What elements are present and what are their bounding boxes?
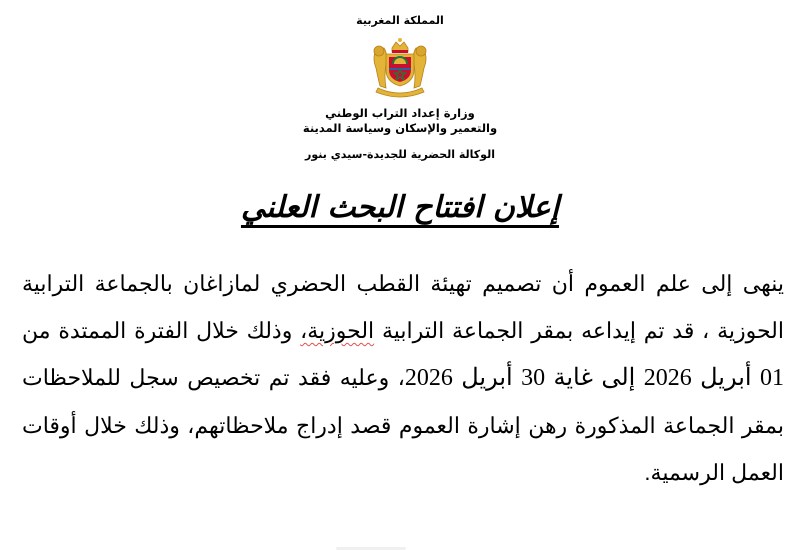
date-range: 01 أبريل 2026 إلى غاية 30 أبريل 2026	[404, 365, 784, 391]
body-line-5: العمل الرسمية.	[644, 460, 784, 485]
ministry-name-line2: والتعمير والإسكان وسياسة المدينة	[302, 121, 498, 135]
body-line-2-part-a: الحوزية ، قد تم إيداعه بمقر الجماعة الترابية	[374, 318, 784, 343]
ministry-name-line1: وزارة إعداد التراب الوطني	[325, 106, 475, 120]
body-line-2-part-c: وذلك خلال الفترة الممتدة من	[22, 318, 301, 343]
announcement-body	[22, 260, 784, 496]
spellcheck-marked-word: الحوزية،	[300, 318, 375, 343]
agency-name: الوكالة الحضرية للجديدة-سيدي بنور	[305, 148, 495, 161]
body-line-3	[22, 354, 784, 402]
announcement-title	[0, 190, 800, 225]
body-line-2	[22, 307, 784, 354]
kingdom-label: المملكة المغربية	[356, 14, 444, 27]
body-line-1: ينهى إلى علم العموم أن تصميم تهيئة القطب الحضري لمازاغان بالجماعة الترابية	[22, 271, 784, 296]
body-line-3-part-b: ، وعليه فقد تم تخصيص سجل للملاحظات	[22, 365, 405, 390]
announcement-title-text: إعلان افتتاح البحث العلني	[240, 190, 560, 225]
morocco-coat-of-arms-icon	[370, 36, 430, 98]
body-line-4: بمقر الجماعة المذكورة رهن إشارة العموم قصد إدراج ملاحظاتهم، وذلك خلال أوقات	[22, 413, 784, 438]
